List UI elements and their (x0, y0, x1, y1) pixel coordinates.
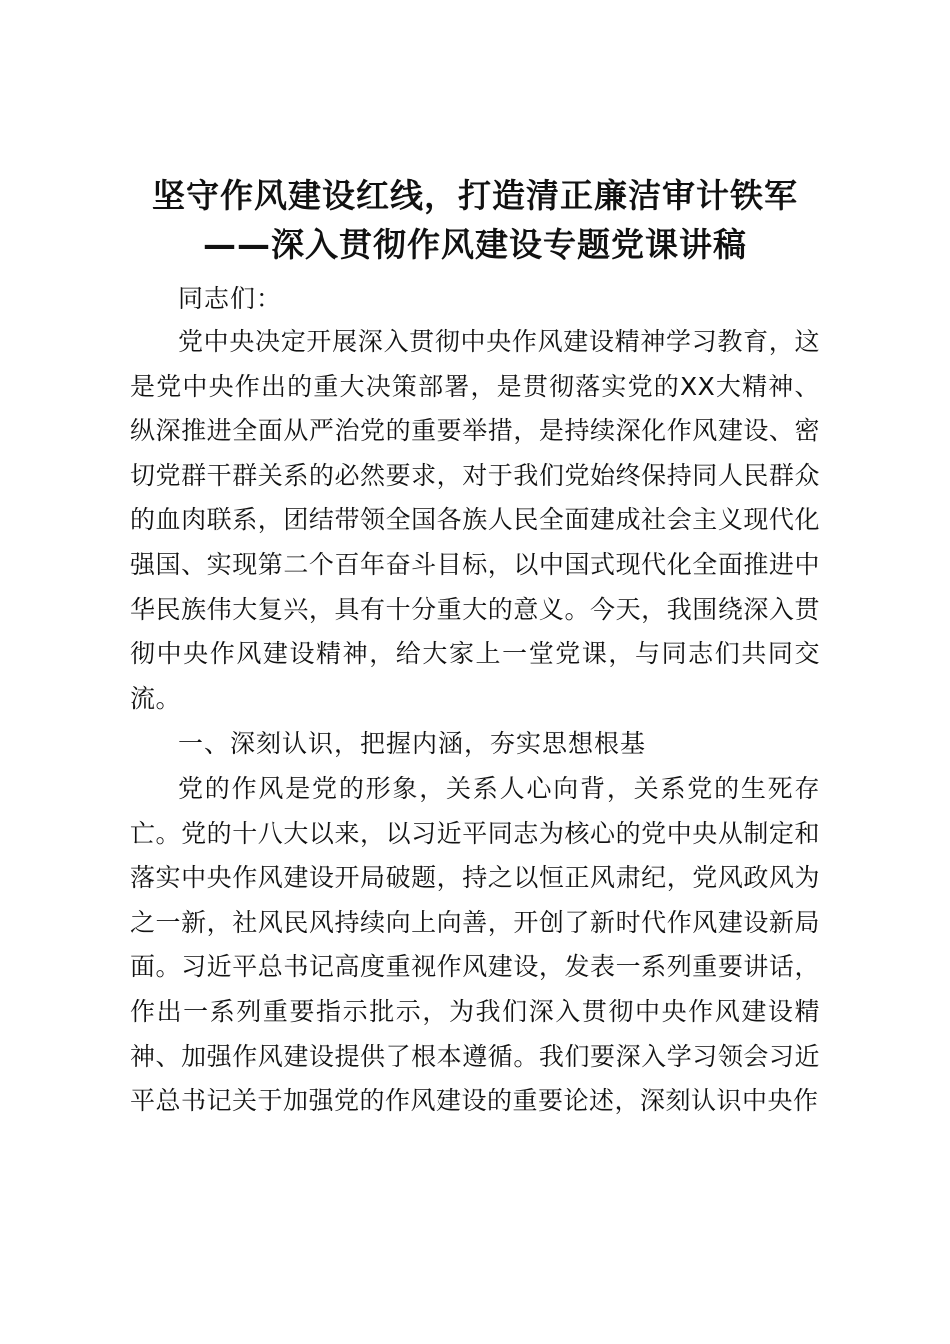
salutation: 同志们： (178, 284, 283, 313)
document-subtitle: ——深入贯彻作风建设专题党课讲稿 (203, 225, 747, 264)
paragraph-section-1: 党的作风是党的形象，关系人心向背，关系党的生死存亡。党的十八大以来，以习近平同志为核心的党中央从制定和落实中央作风建设开局破题，持之以恒正风肃纪，党风政风为之一新，社风民风持续向上向善，开创了新时代作风建设新局面。习近平总书记高度重视作风建设，发表一系列重要讲话，作出一系列重要指示批示，为我们深入贯彻中央作风建设精神、加强作风建设提供了根本遵循。我们要深入学习领会习近平总书记关于加强党的作风建设的重要论述，深刻认识中央作 (130, 774, 820, 1116)
section-heading-1: 一、深刻认识，把握内涵，夯实思想根基 (178, 729, 647, 758)
paragraph-intro: 党中央决定开展深入贯彻中央作风建设精神学习教育，这是党中央作出的重大决策部署，是贯彻落实党的XX大精神、纵深推进全面从严治党的重要举措，是持续深化作风建设、密切党群干群关系的必然要求，对于我们党始终保持同人民群众的血肉联系，团结带领全国各族人民全面建成社会主义现代化强国、实现第二个百年奋斗目标，以中国式现代化全面推进中华民族伟大复兴，具有十分重大的意义。今天，我围绕深入贯彻中央作风建设精神，给大家上一堂党课，与同志们共同交流。 (130, 327, 820, 713)
document-title: 坚守作风建设红线，打造清正廉洁审计铁军 (152, 176, 798, 215)
